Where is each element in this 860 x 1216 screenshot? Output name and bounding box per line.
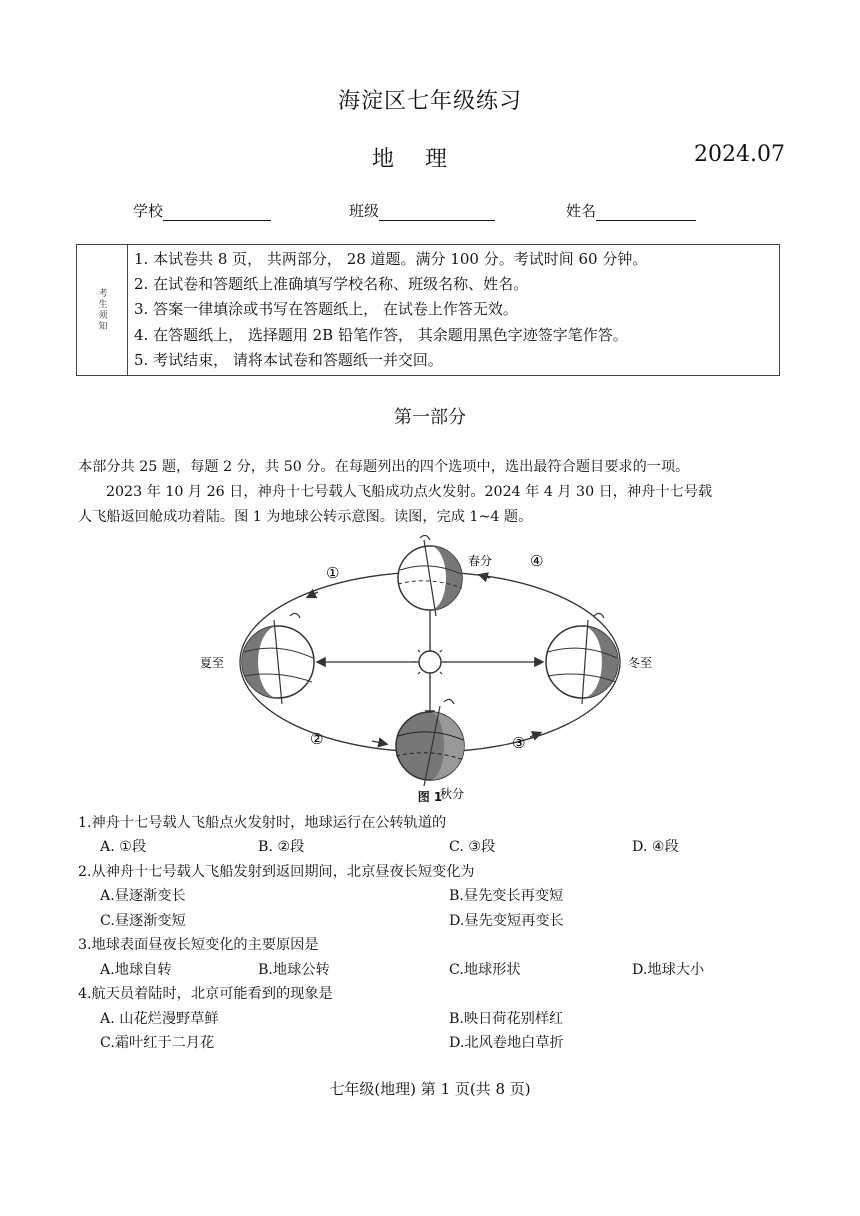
q3-option-d[interactable]: D.地球大小 (632, 962, 705, 978)
orbit-arrow-2 (372, 741, 386, 744)
exam-date: 2024.07 (694, 142, 785, 167)
figure-caption: 图 1 (417, 790, 443, 804)
section-instructions: 本部分共 25 题，每题 2 分，共 50 分。在每题列出的四个选项中，选出最符合题目要求的一项。 (78, 459, 690, 475)
q1-option-d[interactable]: D. ④段 (632, 839, 679, 855)
notice-list (128, 245, 647, 375)
name-blank[interactable] (596, 204, 696, 221)
label-summer: 夏至 (200, 656, 225, 670)
class-field (349, 200, 495, 221)
q2-option-c[interactable]: C.昼逐渐变短 (100, 913, 186, 929)
q3-option-a[interactable]: A.地球自转 (100, 962, 172, 978)
q2-option-b[interactable]: B.昼先变长再变短 (449, 888, 564, 904)
question-4-stem: 4.航天员着陆时，北京可能看到的现象是 (78, 986, 333, 1002)
q4-option-d[interactable]: D.北风卷地白草折 (449, 1035, 564, 1051)
q3-option-b[interactable]: B.地球公转 (258, 962, 330, 978)
sun-icon (419, 651, 441, 673)
notice-side-label: 考生须知 (77, 245, 128, 375)
candidate-notice-box (76, 244, 780, 376)
question-3-stem: 3.地球表面昼夜长短变化的主要原因是 (78, 937, 319, 953)
q3-option-c[interactable]: C.地球形状 (449, 962, 521, 978)
q1-option-c[interactable]: C. ③段 (449, 839, 496, 855)
globe-summer-solstice (242, 613, 314, 704)
label-winter: 冬至 (628, 656, 653, 670)
label-autumn: 秋分 (440, 787, 465, 801)
notice-item: 2. 在试卷和答题纸上准确填写学校名称、班级名称、姓名。 (134, 275, 529, 294)
notice-item: 1. 本试卷共 8 页， 共两部分， 28 道题。满分 100 分。考试时间 60 分钟。 (134, 250, 648, 268)
school-field (133, 200, 271, 221)
q2-option-a[interactable]: A.昼逐渐变长 (100, 888, 186, 904)
intro-line-1: 2023 年 10 月 26 日，神舟十七号载人飞船成功点火发射。2024 年 4 月 30 日，神舟十七号载 (106, 484, 713, 500)
question-2-stem: 2.从神舟十七号载人飞船发射到返回期间，北京昼夜长短变化为 (78, 864, 475, 880)
q4-option-c[interactable]: C.霜叶红于二月花 (100, 1035, 215, 1051)
label-spring: 春分 (468, 554, 493, 568)
question-1-stem: 1.神舟十七号载人飞船点火发射时，地球运行在公转轨道的 (78, 815, 447, 831)
segment-3-label: ③ (512, 734, 526, 752)
page-footer: 七年级(地理) 第 1 页(共 8 页) (329, 1080, 531, 1098)
class-blank[interactable] (379, 204, 495, 221)
segment-1-label: ① (326, 564, 340, 582)
exam-title: 海淀区七年级练习 (337, 89, 522, 114)
notice-item: 4. 在答题纸上， 选择题用 2B 铅笔作答， 其余题用黑色字迹签字笔作答。 (134, 325, 628, 344)
q2-option-d[interactable]: D.昼先变短再变长 (449, 913, 564, 929)
school-label: 学校 (133, 202, 164, 220)
notice-item: 3. 答案一律填涂或书写在答题纸上， 在试卷上作答无效。 (134, 300, 518, 319)
notice-item: 5. 考试结束， 请将本试卷和答题纸一并交回。 (134, 350, 443, 369)
name-field (566, 200, 696, 221)
school-blank[interactable] (163, 204, 271, 221)
globe-winter-solstice (546, 613, 618, 704)
q1-option-a[interactable]: A. ①段 (100, 839, 147, 855)
q4-option-a[interactable]: A. 山花烂漫野草鲜 (100, 1011, 219, 1027)
name-label: 姓名 (566, 202, 597, 220)
earth-revolution-figure (190, 530, 680, 806)
q1-option-b[interactable]: B. ②段 (258, 839, 305, 855)
segment-2-label: ② (310, 730, 324, 748)
intro-line-2: 人飞船返回舱成功着陆。图 1 为地球公转示意图。读图，完成 1~4 题。 (78, 509, 533, 525)
class-label: 班级 (349, 202, 380, 220)
q4-option-b[interactable]: B.映日荷花别样红 (449, 1011, 564, 1027)
globe-spring-equinox (398, 535, 462, 616)
exam-subject: 地 理 (372, 147, 459, 172)
segment-4-label: ④ (530, 552, 544, 570)
section-title: 第一部分 (394, 407, 466, 428)
globe-autumn-equinox (396, 699, 464, 786)
